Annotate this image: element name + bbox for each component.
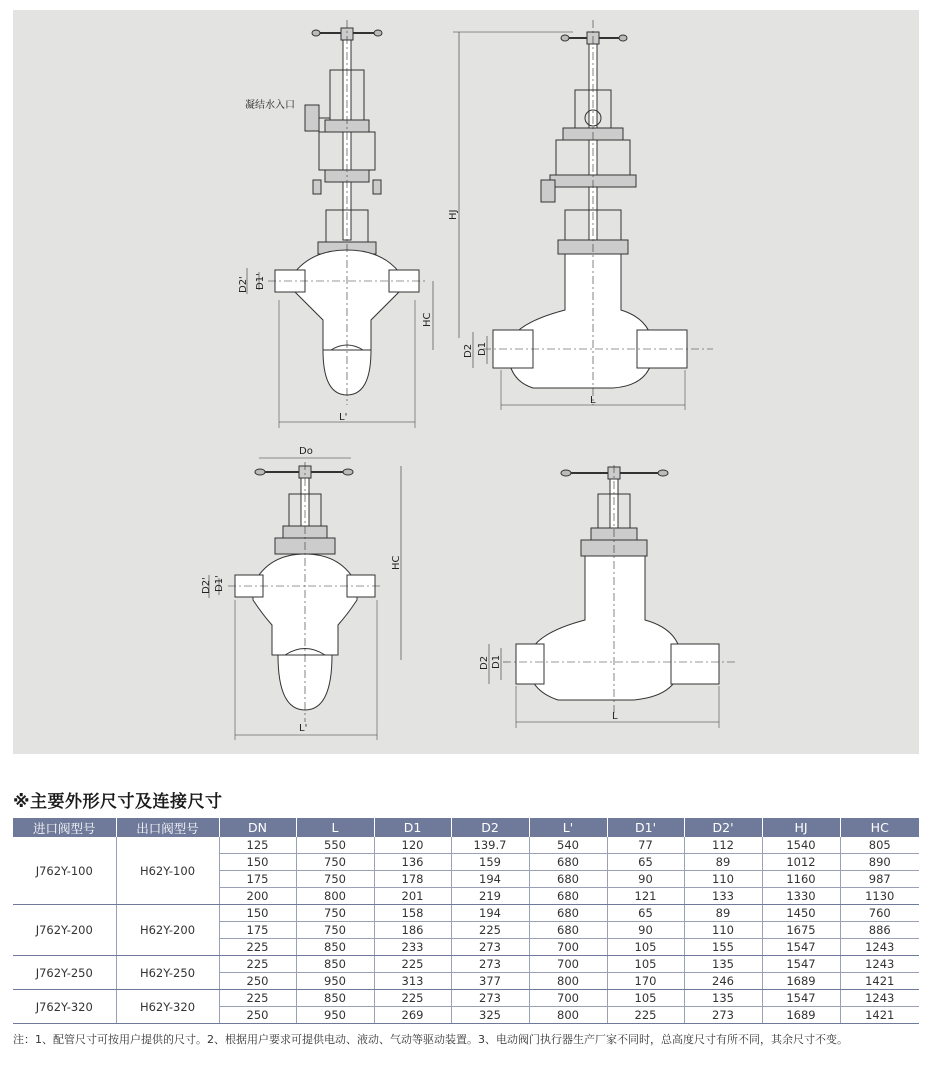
table-cell: 225 bbox=[374, 990, 451, 1007]
table-cell: 325 bbox=[451, 1007, 529, 1024]
table-cell: 89 bbox=[684, 854, 762, 871]
table-cell: 225 bbox=[374, 956, 451, 973]
table-cell: 1243 bbox=[840, 939, 919, 956]
table-cell: 178 bbox=[374, 871, 451, 888]
table-cell: 886 bbox=[840, 922, 919, 939]
header-cell: L' bbox=[529, 818, 607, 837]
table-cell: 139.7 bbox=[451, 837, 529, 854]
table-cell: 850 bbox=[296, 956, 374, 973]
table-cell: 194 bbox=[451, 905, 529, 922]
table-cell: 110 bbox=[684, 922, 762, 939]
table-cell: 1421 bbox=[840, 973, 919, 990]
header-cell: DN bbox=[219, 818, 296, 837]
table-cell: 201 bbox=[374, 888, 451, 905]
table-cell: 750 bbox=[296, 922, 374, 939]
table-cell: 105 bbox=[607, 939, 684, 956]
table-cell: 800 bbox=[529, 973, 607, 990]
drawing-panel bbox=[13, 10, 919, 754]
table-cell: 273 bbox=[451, 956, 529, 973]
table-cell: 186 bbox=[374, 922, 451, 939]
table-cell: 219 bbox=[451, 888, 529, 905]
table-cell: 269 bbox=[374, 1007, 451, 1024]
table-cell: 890 bbox=[840, 854, 919, 871]
drawing-bottom-left bbox=[209, 458, 401, 740]
table-cell: 194 bbox=[451, 871, 529, 888]
table-cell: 246 bbox=[684, 973, 762, 990]
header-cell: D1 bbox=[374, 818, 451, 837]
table-cell: 750 bbox=[296, 854, 374, 871]
outlet-model-cell: H62Y-100 bbox=[116, 837, 219, 905]
drawing-top-left bbox=[247, 20, 433, 428]
dim-l-prime: L' bbox=[339, 412, 348, 423]
table-cell: 1243 bbox=[840, 990, 919, 1007]
header-cell: 出口阀型号 bbox=[116, 818, 219, 837]
table-cell: 105 bbox=[607, 956, 684, 973]
table-cell: 1012 bbox=[762, 854, 840, 871]
dim-d2-bottom: D2 bbox=[479, 655, 490, 670]
table-cell: 110 bbox=[684, 871, 762, 888]
table-cell: 225 bbox=[451, 922, 529, 939]
inlet-model-cell: J762Y-250 bbox=[13, 956, 116, 990]
table-cell: 120 bbox=[374, 837, 451, 854]
table-cell: 700 bbox=[529, 939, 607, 956]
table-cell: 1130 bbox=[840, 888, 919, 905]
valve-drawings bbox=[13, 10, 919, 754]
table-cell: 125 bbox=[219, 837, 296, 854]
outlet-model-cell: H62Y-320 bbox=[116, 990, 219, 1024]
table-cell: 550 bbox=[296, 837, 374, 854]
table-cell: 225 bbox=[607, 1007, 684, 1024]
table-cell: 1675 bbox=[762, 922, 840, 939]
table-cell: 950 bbox=[296, 973, 374, 990]
inlet-model-cell: J762Y-100 bbox=[13, 837, 116, 905]
table-cell: 65 bbox=[607, 854, 684, 871]
table-cell: 850 bbox=[296, 990, 374, 1007]
table-cell: 1450 bbox=[762, 905, 840, 922]
table-cell: 700 bbox=[529, 956, 607, 973]
dim-d1-prime-bottom: D1' bbox=[214, 575, 225, 592]
table-cell: 233 bbox=[374, 939, 451, 956]
table-header-row bbox=[13, 818, 919, 837]
table-cell: 760 bbox=[840, 905, 919, 922]
table-cell: 159 bbox=[451, 854, 529, 871]
table-cell: 1547 bbox=[762, 990, 840, 1007]
dim-d2-prime: D2' bbox=[238, 276, 249, 293]
dim-d1-bottom: D1 bbox=[491, 654, 502, 669]
table-cell: 680 bbox=[529, 905, 607, 922]
table-cell: 313 bbox=[374, 973, 451, 990]
table-cell: 65 bbox=[607, 905, 684, 922]
table-cell: 377 bbox=[451, 973, 529, 990]
table-cell: 158 bbox=[374, 905, 451, 922]
table-cell: 987 bbox=[840, 871, 919, 888]
dim-hc: HC bbox=[422, 312, 433, 327]
table-cell: 250 bbox=[219, 1007, 296, 1024]
dim-hj: HJ bbox=[448, 209, 459, 220]
header-cell: L bbox=[296, 818, 374, 837]
dim-l-bottom: L bbox=[612, 711, 618, 722]
table-cell: 170 bbox=[607, 973, 684, 990]
table-cell: 200 bbox=[219, 888, 296, 905]
table-cell: 950 bbox=[296, 1007, 374, 1024]
header-cell: HC bbox=[840, 818, 919, 837]
table-cell: 1243 bbox=[840, 956, 919, 973]
table-cell: 1330 bbox=[762, 888, 840, 905]
table-cell: 750 bbox=[296, 905, 374, 922]
table-cell: 225 bbox=[219, 956, 296, 973]
table-cell: 800 bbox=[296, 888, 374, 905]
table-cell: 121 bbox=[607, 888, 684, 905]
table-cell: 105 bbox=[607, 990, 684, 1007]
table-cell: 750 bbox=[296, 871, 374, 888]
footnote: 注：1、配管尺寸可按用户提供的尺寸。2、根据用户要求可提供电动、液动、气动等驱动装置。3、电动阀门执行器生产厂家不同时，总高度尺寸有所不同，其余尺寸不变。 bbox=[13, 1033, 848, 1046]
drawing-bottom-right bbox=[489, 465, 735, 728]
dim-d1-prime: D1' bbox=[255, 273, 266, 290]
table-cell: 680 bbox=[529, 922, 607, 939]
dim-hc-bottom: HC bbox=[391, 555, 402, 570]
table-cell: 1540 bbox=[762, 837, 840, 854]
table-cell: 680 bbox=[529, 871, 607, 888]
table-cell: 805 bbox=[840, 837, 919, 854]
table-cell: 1689 bbox=[762, 973, 840, 990]
table-row bbox=[13, 956, 919, 973]
table-cell: 175 bbox=[219, 871, 296, 888]
condensate-inlet-label: 凝结水入口 bbox=[245, 100, 295, 111]
table-cell: 250 bbox=[219, 973, 296, 990]
table-cell: 90 bbox=[607, 871, 684, 888]
table-cell: 1547 bbox=[762, 939, 840, 956]
table-cell: 800 bbox=[529, 1007, 607, 1024]
table-cell: 135 bbox=[684, 990, 762, 1007]
table-cell: 680 bbox=[529, 888, 607, 905]
table-cell: 680 bbox=[529, 854, 607, 871]
table-cell: 175 bbox=[219, 922, 296, 939]
table-cell: 273 bbox=[684, 1007, 762, 1024]
dim-d2-top: D2 bbox=[463, 343, 474, 358]
table-cell: 273 bbox=[451, 939, 529, 956]
dim-d1-top: D1 bbox=[477, 341, 488, 356]
dim-l-top: L bbox=[590, 395, 596, 406]
table-cell: 90 bbox=[607, 922, 684, 939]
table-cell: 155 bbox=[684, 939, 762, 956]
outlet-model-cell: H62Y-200 bbox=[116, 905, 219, 956]
table-cell: 1547 bbox=[762, 956, 840, 973]
table-row bbox=[13, 905, 919, 922]
table-cell: 77 bbox=[607, 837, 684, 854]
dim-do: Do bbox=[299, 446, 313, 457]
table-cell: 1689 bbox=[762, 1007, 840, 1024]
table-cell: 540 bbox=[529, 837, 607, 854]
table-cell: 700 bbox=[529, 990, 607, 1007]
header-cell: HJ bbox=[762, 818, 840, 837]
table-body bbox=[13, 837, 919, 1024]
dim-d2-prime-bottom: D2' bbox=[201, 577, 212, 594]
header-cell: D2' bbox=[684, 818, 762, 837]
table-cell: 1160 bbox=[762, 871, 840, 888]
table-cell: 150 bbox=[219, 854, 296, 871]
inlet-model-cell: J762Y-320 bbox=[13, 990, 116, 1024]
drawing-top-right bbox=[453, 20, 713, 410]
table-cell: 273 bbox=[451, 990, 529, 1007]
dim-l-prime-bottom: L' bbox=[299, 723, 308, 734]
table-cell: 1421 bbox=[840, 1007, 919, 1024]
section-title: ※主要外形尺寸及连接尺寸 bbox=[13, 792, 223, 812]
header-cell: 进口阀型号 bbox=[13, 818, 116, 837]
table-row bbox=[13, 990, 919, 1007]
table-cell: 135 bbox=[684, 956, 762, 973]
table-cell: 225 bbox=[219, 939, 296, 956]
header-cell: D2 bbox=[451, 818, 529, 837]
table-row bbox=[13, 837, 919, 854]
dimensions-table-wrap bbox=[13, 818, 919, 1024]
table-cell: 133 bbox=[684, 888, 762, 905]
table-cell: 150 bbox=[219, 905, 296, 922]
inlet-model-cell: J762Y-200 bbox=[13, 905, 116, 956]
table-cell: 89 bbox=[684, 905, 762, 922]
dimensions-table bbox=[13, 818, 919, 1024]
outlet-model-cell: H62Y-250 bbox=[116, 956, 219, 990]
table-cell: 225 bbox=[219, 990, 296, 1007]
header-cell: D1' bbox=[607, 818, 684, 837]
table-cell: 850 bbox=[296, 939, 374, 956]
table-cell: 136 bbox=[374, 854, 451, 871]
table-cell: 112 bbox=[684, 837, 762, 854]
